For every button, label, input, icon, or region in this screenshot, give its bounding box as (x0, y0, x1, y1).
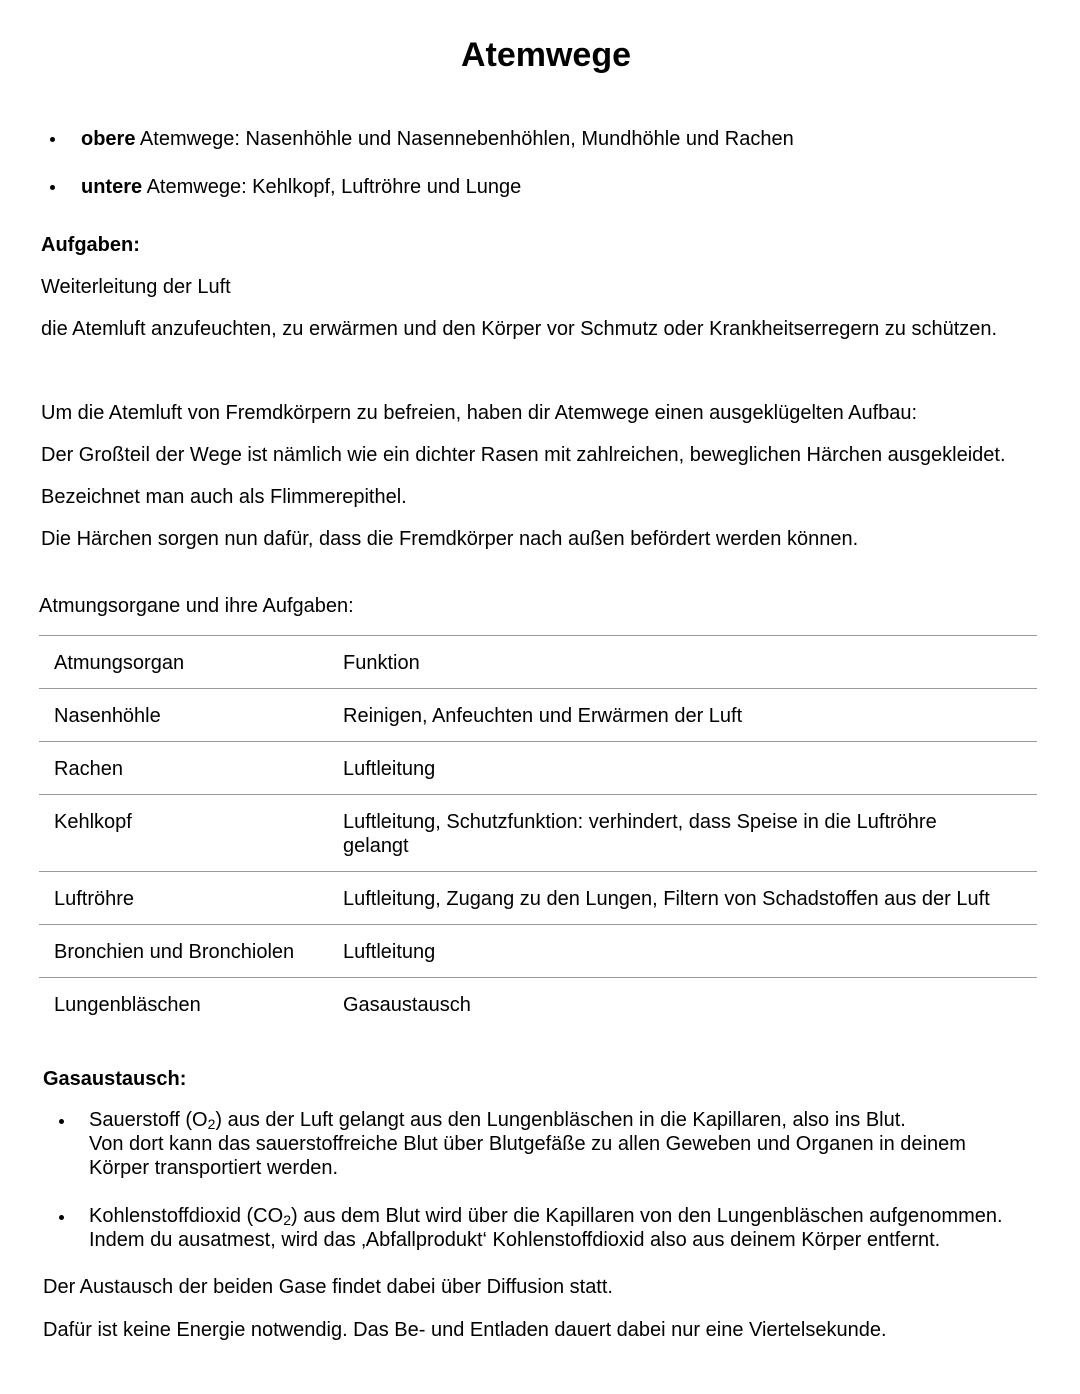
table-header-row (39, 636, 1037, 689)
gas-exchange-heading: Gasaustausch: (43, 1068, 187, 1090)
o2-line (89, 1108, 966, 1132)
page-title: Atemwege (460, 36, 632, 74)
list-item (81, 127, 794, 151)
tasks-line: Weiterleitung der Luft (41, 276, 231, 298)
co2-paragraph (89, 1204, 1003, 1252)
organ-cell: Rachen (39, 742, 343, 795)
table-row (39, 978, 1037, 1033)
organ-cell: Luftröhre (39, 872, 343, 925)
upper-airways-label: obere (81, 128, 136, 150)
organ-cell: Nasenhöhle (39, 689, 343, 742)
o2-line: Körper transportiert werden. (89, 1157, 339, 1179)
function-cell: Luftleitung (343, 925, 1037, 978)
organ-cell: Kehlkopf (39, 795, 343, 872)
co2-line (89, 1204, 1003, 1228)
function-cell: Reinigen, Anfeuchten und Erwärmen der Luft (343, 689, 1037, 742)
function-cell: Luftleitung, Schutzfunktion: verhindert, dass Speise in die Luftröhre gelangt (343, 795, 1037, 872)
bullet-icon (59, 1215, 64, 1220)
table-row (39, 925, 1037, 978)
co2-subscript: 2 (283, 1212, 291, 1228)
tasks-heading: Aufgaben: (41, 234, 140, 256)
header-organ: Atmungsorgan (39, 636, 343, 689)
bullet-icon (50, 185, 55, 190)
o2-subscript: 2 (207, 1116, 216, 1132)
closing-line: Der Austausch der beiden Gase findet dabei über Diffusion statt. (43, 1276, 613, 1298)
table-row (39, 689, 1037, 742)
function-cell: Luftleitung (343, 742, 1037, 795)
list-item (81, 175, 521, 199)
function-cell: Gasaustausch (343, 978, 1037, 1033)
function-cell: Luftleitung, Zugang zu den Lungen, Filtern von Schadstoffen aus der Luft (343, 872, 1037, 925)
tasks-line: die Atemluft anzufeuchten, zu erwärmen und den Körper vor Schmutz oder Krankheitserregern zu schützen. (41, 318, 998, 340)
table-row (39, 872, 1037, 925)
o2-paragraph (89, 1108, 966, 1180)
header-function: Funktion (343, 636, 1037, 689)
closing-line: Dafür ist keine Energie notwendig. Das Be- und Entladen dauert dabei nur eine Viertelsekunde. (43, 1319, 887, 1341)
organs-table (39, 635, 1037, 1032)
upper-airways-text: Atemwege: Nasenhöhle und Nasennebenhöhlen, Mundhöhle und Rachen (135, 128, 794, 150)
organs-intro: Atmungsorgane und ihre Aufgaben: (39, 595, 354, 617)
organ-cell: Bronchien und Bronchiolen (39, 925, 343, 978)
cilia-line: Der Großteil der Wege ist nämlich wie ein dichter Rasen mit zahlreichen, beweglichen Härchen ausgekleidet. (41, 444, 1006, 466)
co2-text-post: ) aus dem Blut wird über die Kapillaren von den Lungenbläschen aufgenommen. (290, 1205, 1003, 1227)
organ-cell: Lungenbläschen (39, 978, 343, 1033)
cilia-line: Bezeichnet man auch als Flimmerepithel. (41, 486, 407, 508)
bullet-icon (50, 137, 55, 142)
o2-text-pre: Sauerstoff (O (89, 1109, 208, 1131)
cilia-line: Um die Atemluft von Fremdkörpern zu befreien, haben dir Atemwege einen ausgeklügelten Aufbau: (41, 402, 918, 424)
cilia-line: Die Härchen sorgen nun dafür, dass die Fremdkörper nach außen befördert werden können. (41, 528, 859, 550)
o2-text-post: ) aus der Luft gelangt aus den Lungenbläschen in die Kapillaren, also ins Blut. (215, 1109, 906, 1131)
bullet-icon (59, 1119, 64, 1124)
lower-airways-text: Atemwege: Kehlkopf, Luftröhre und Lunge (142, 176, 522, 198)
table-row (39, 742, 1037, 795)
lower-airways-label: untere (81, 176, 143, 198)
co2-text-pre: Kohlenstoffdioxid (CO (89, 1205, 284, 1227)
co2-line: Indem du ausatmest, wird das ‚Abfallprodukt‘ Kohlenstoffdioxid also aus deinem Körper entfernt. (89, 1229, 941, 1251)
o2-line: Von dort kann das sauerstoffreiche Blut über Blutgefäße zu allen Geweben und Organen in deinem (89, 1133, 966, 1155)
table-row (39, 795, 1037, 872)
